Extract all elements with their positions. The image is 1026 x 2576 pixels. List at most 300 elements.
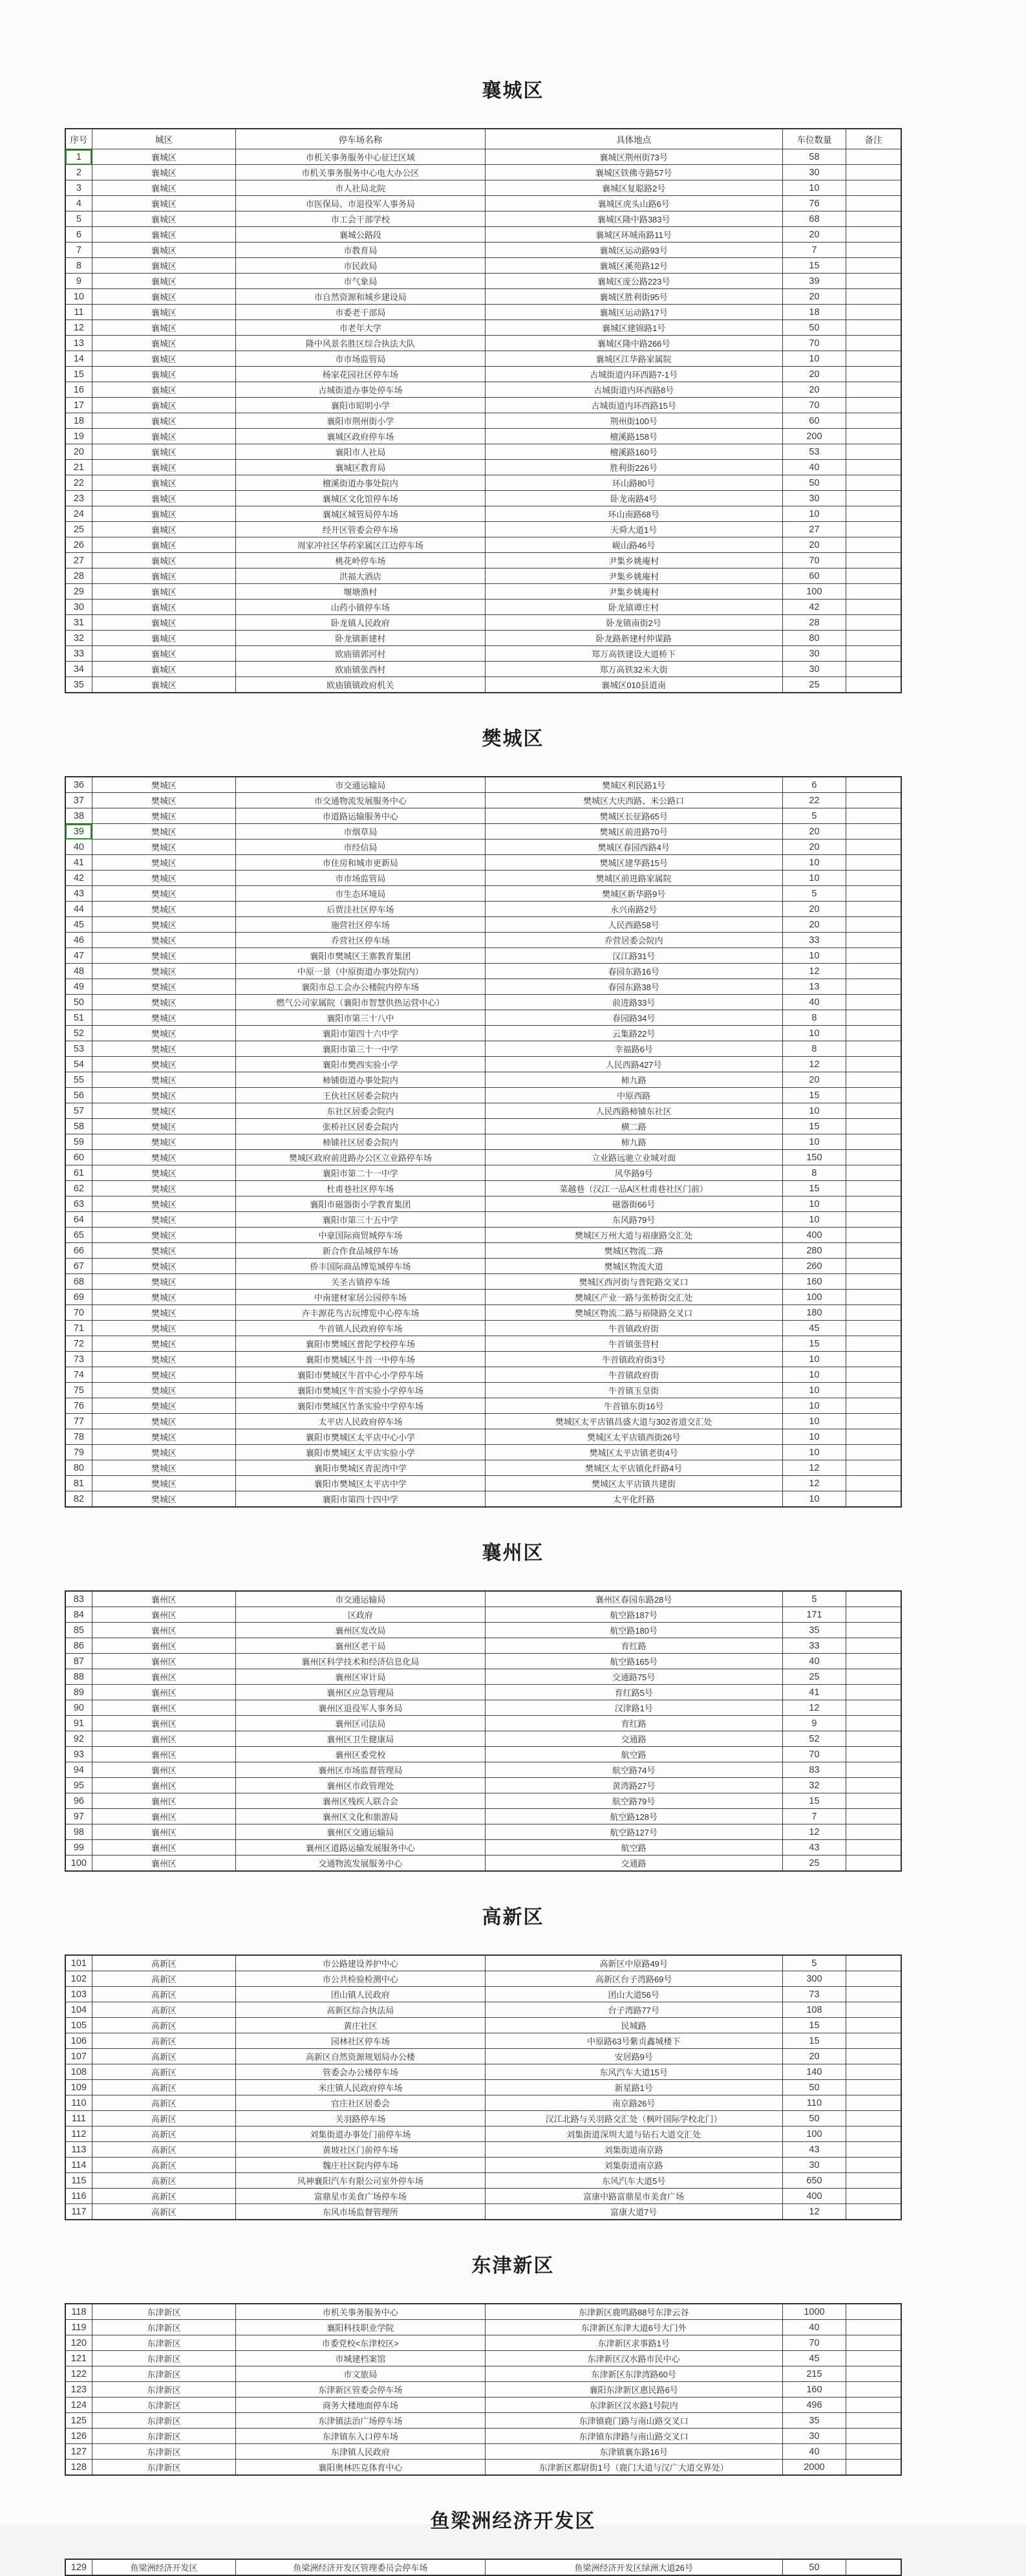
address-cell: 襄城区环城南路11号 [485,227,782,243]
table-row [65,824,901,839]
name-cell: 黄庄社区 [236,2018,485,2033]
capacity-cell: 140 [782,2064,846,2080]
name-cell: 襄阳市樊城区牛首中心小学停车场 [236,1367,485,1383]
name-cell: 襄阳市第三十八中 [236,1010,485,1026]
district-cell: 襄州区 [92,1809,235,1824]
address-cell: 襄城区江华路家属院 [485,351,782,367]
district-cell: 樊城区 [92,1383,235,1398]
name-cell: 市交通运输局 [236,1591,485,1607]
serial-cell: 30 [65,600,92,615]
table-row [65,1165,901,1181]
address-cell: 襄城区溪苑路12号 [485,258,782,274]
note-cell [846,1445,901,1460]
capacity-cell: 10 [782,948,846,964]
table-row [65,995,901,1010]
note-cell [846,1762,901,1778]
note-cell [846,615,901,631]
capacity-cell: 10 [782,1196,846,1212]
capacity-cell: 45 [782,1321,846,1336]
table-row [65,1824,901,1840]
table-row [65,2158,901,2173]
serial-cell: 25 [65,522,92,537]
address-cell: 民城路 [485,2018,782,2033]
address-cell: 襄城区隆中路383号 [485,211,782,227]
table-row [65,615,901,631]
name-cell: 市经信局 [236,839,485,855]
capacity-cell: 100 [782,2127,846,2142]
district-cell: 襄州区 [92,1731,235,1747]
serial-cell: 81 [65,1476,92,1491]
table-row [65,2064,901,2080]
name-cell: 襄阳市人社局 [236,444,485,460]
address-cell: 襄城区铁佛寺路57号 [485,165,782,180]
capacity-cell: 40 [782,2444,846,2460]
capacity-cell: 10 [782,855,846,871]
table-row [65,2413,901,2429]
name-cell: 市文旅局 [236,2366,485,2382]
address-cell: 高新区中原路49号 [485,1955,782,1971]
capacity-cell: 160 [782,1274,846,1290]
address-cell: 天舜大道1号 [485,522,782,537]
capacity-cell: 1000 [782,2304,846,2320]
note-cell [846,2559,901,2575]
district-cell: 樊城区 [92,948,235,964]
table-row [65,1476,901,1491]
table-row [65,2460,901,2476]
note-cell [846,1716,901,1731]
note-cell [846,2382,901,2397]
name-cell: 卧龙镇人民政府 [236,615,485,631]
name-cell: 市公共检验检测中心 [236,1971,485,1987]
address-cell: 卧龙镇南街2号 [485,615,782,631]
serial-cell: 61 [65,1165,92,1181]
address-cell: 牛首镇政府街3号 [485,1352,782,1367]
address-cell: 襄州区春园东路28号 [485,1591,782,1607]
table-row [65,1856,901,1872]
capacity-cell: 10 [782,1429,846,1445]
note-cell [846,646,901,662]
name-cell: 市机关事务服务中心征迁区域 [236,149,485,165]
district-cell: 襄城区 [92,475,235,491]
district-cell: 高新区 [92,2064,235,2080]
note-cell [846,258,901,274]
serial-cell: 13 [65,336,92,351]
address-cell: 襄城区复聪路2号 [485,180,782,196]
note-cell [846,1336,901,1352]
capacity-cell: 10 [782,180,846,196]
address-cell: 樊城区万州大道与裕康路交汇处 [485,1228,782,1243]
capacity-cell: 70 [782,336,846,351]
capacity-cell: 650 [782,2173,846,2189]
capacity-cell: 5 [782,1955,846,1971]
table-row [65,2127,901,2142]
serial-cell: 108 [65,2064,92,2080]
address-cell: 檀溪路160号 [485,444,782,460]
district-cell: 襄州区 [92,1747,235,1762]
table-row [65,1716,901,1731]
note-cell [846,995,901,1010]
serial-cell: 76 [65,1398,92,1414]
capacity-cell: 20 [782,367,846,382]
district-cell: 高新区 [92,2158,235,2173]
note-cell [846,1072,901,1088]
capacity-cell: 108 [782,2002,846,2018]
note-cell [846,1010,901,1026]
capacity-cell: 70 [782,1747,846,1762]
capacity-cell: 15 [782,1119,846,1134]
note-cell [846,1460,901,1476]
capacity-cell: 15 [782,2018,846,2033]
note-cell [846,2049,901,2064]
capacity-cell: 20 [782,289,846,305]
capacity-cell: 12 [782,1057,846,1072]
name-cell: 襄州区市政管理处 [236,1778,485,1793]
note-cell [846,1429,901,1445]
district-cell: 襄城区 [92,367,235,382]
name-cell: 东津镇法治广场停车场 [236,2413,485,2429]
serial-cell: 35 [65,677,92,693]
name-cell: 东津新区管委会停车场 [236,2382,485,2397]
capacity-cell: 70 [782,398,846,413]
table-row [65,1383,901,1398]
capacity-cell: 30 [782,662,846,677]
name-cell: 襄阳市樊城区青泥湾中学 [236,1460,485,1476]
table-row [65,1700,901,1716]
capacity-cell: 53 [782,444,846,460]
note-cell [846,1971,901,1987]
serial-cell: 104 [65,2002,92,2018]
district-cell: 襄城区 [92,351,235,367]
capacity-cell: 10 [782,1352,846,1367]
address-cell: 樊城区新华路9号 [485,886,782,902]
parking-table [65,1954,902,2220]
parking-table [65,2303,902,2476]
district-cell: 襄州区 [92,1840,235,1856]
district-cell: 襄州区 [92,1700,235,1716]
note-cell [846,1321,901,1336]
address-cell: 交通路 [485,1731,782,1747]
name-cell: 樊城区政府前进路办公区立业路停车场 [236,1150,485,1165]
table-row [65,180,901,196]
capacity-cell: 68 [782,211,846,227]
address-cell: 樊城区太平店镇共建街 [485,1476,782,1491]
serial-cell: 88 [65,1669,92,1685]
note-cell [846,1623,901,1638]
capacity-cell: 80 [782,631,846,646]
district-cell: 高新区 [92,1955,235,1971]
table-row [65,1793,901,1809]
note-cell [846,2320,901,2335]
address-cell: 襄城区虎头山路6号 [485,196,782,211]
address-cell: 航空路128号 [485,1809,782,1824]
serial-cell: 26 [65,537,92,553]
address-cell: 樊城区物流二路 [485,1243,782,1259]
name-cell: 市烟草局 [236,824,485,839]
serial-cell: 99 [65,1840,92,1856]
column-header: 城区 [92,129,235,149]
district-cell: 高新区 [92,2204,235,2220]
note-cell [846,855,901,871]
name-cell: 张桥社区居委会院内 [236,1119,485,1134]
serial-cell: 123 [65,2382,92,2397]
table-row [65,1398,901,1414]
capacity-cell: 400 [782,2189,846,2204]
district-cell: 樊城区 [92,1352,235,1367]
address-cell: 牛首镇张营村 [485,1336,782,1352]
district-cell: 樊城区 [92,1336,235,1352]
capacity-cell: 20 [782,2049,846,2064]
name-cell: 王伙社区居委会院内 [236,1088,485,1103]
table-row [65,2033,901,2049]
name-cell: 襄阳市樊城区太平店实验小学 [236,1445,485,1460]
district-cell: 樊城区 [92,1414,235,1429]
district-cell: 樊城区 [92,917,235,933]
capacity-cell: 50 [782,320,846,336]
table-row [65,475,901,491]
name-cell: 襄城公路段 [236,227,485,243]
capacity-cell: 10 [782,1491,846,1508]
capacity-cell: 40 [782,2320,846,2335]
capacity-cell: 15 [782,1088,846,1103]
name-cell: 市民政局 [236,258,485,274]
capacity-cell: 300 [782,1971,846,1987]
district-cell: 高新区 [92,2049,235,2064]
name-cell: 中豪国际商贸城停车场 [236,1228,485,1243]
table-row [65,1971,901,1987]
note-cell [846,1367,901,1383]
district-cell: 襄城区 [92,211,235,227]
note-cell [846,777,901,793]
serial-cell: 124 [65,2397,92,2413]
table-row [65,553,901,568]
serial-cell: 100 [65,1856,92,1872]
district-cell: 襄州区 [92,1623,235,1638]
serial-cell: 56 [65,1088,92,1103]
note-cell [846,568,901,584]
capacity-cell: 260 [782,1259,846,1274]
address-cell: 横二路 [485,1119,782,1134]
capacity-cell: 33 [782,933,846,948]
table-row [65,808,901,824]
address-cell: 东风路79号 [485,1212,782,1228]
capacity-cell: 30 [782,2429,846,2444]
district-cell: 襄城区 [92,227,235,243]
serial-cell: 34 [65,662,92,677]
name-cell: 襄阳市樊城区竹条实验中学停车场 [236,1398,485,1414]
serial-cell: 93 [65,1747,92,1762]
name-cell: 柿铺社区居委会院内 [236,1134,485,1150]
district-cell: 襄城区 [92,662,235,677]
table-row [65,677,901,693]
address-cell: 樊城区太平店镇化纤路4号 [485,1460,782,1476]
note-cell [846,1259,901,1274]
address-cell: 育红路5号 [485,1685,782,1700]
note-cell [846,2204,901,2220]
name-cell: 洪福大酒店 [236,568,485,584]
table-row [65,211,901,227]
table-row [65,506,901,522]
name-cell: 乔营社区停车场 [236,933,485,948]
address-cell: 航空路 [485,1747,782,1762]
address-cell: 安居路9号 [485,2049,782,2064]
address-cell: 新星路1号 [485,2080,782,2095]
name-cell: 市公路建设养护中心 [236,1955,485,1971]
table-row [65,2049,901,2064]
district-cell: 襄城区 [92,600,235,615]
section-title: 襄州区 [482,1542,544,1564]
name-cell: 襄州区交通运输局 [236,1824,485,1840]
capacity-cell: 20 [782,537,846,553]
name-cell: 桃花岭停车场 [236,553,485,568]
address-cell: 育红路 [485,1638,782,1654]
serial-cell: 8 [65,258,92,274]
address-cell: 永兴南路2号 [485,902,782,917]
address-cell: 风华路9号 [485,1165,782,1181]
note-cell [846,2351,901,2366]
district-cell: 樊城区 [92,1460,235,1476]
district-cell: 襄城区 [92,506,235,522]
capacity-cell: 150 [782,1150,846,1165]
district-cell: 东津新区 [92,2351,235,2366]
address-cell: 中原路63号紫贞鑫城楼下 [485,2033,782,2049]
district-cell: 襄城区 [92,398,235,413]
address-cell: 磁器街66号 [485,1196,782,1212]
name-cell: 襄阳市第二十一中学 [236,1165,485,1181]
address-cell: 樊城区太平店镇昌盛大道与302省道交汇处 [485,1414,782,1429]
address-cell: 胜利街226号 [485,460,782,475]
address-cell: 东津新区汉水路1号院内 [485,2397,782,2413]
note-cell [846,165,901,180]
name-cell: 官庄社区居委会 [236,2095,485,2111]
table-row [65,2304,901,2320]
name-cell: 经开区管委会停车场 [236,522,485,537]
capacity-cell: 22 [782,793,846,808]
table-row [65,2111,901,2127]
capacity-cell: 280 [782,1243,846,1259]
serial-cell: 49 [65,979,92,995]
address-cell: 南京路26号 [485,2095,782,2111]
table-row [65,1987,901,2002]
district-cell: 樊城区 [92,1274,235,1290]
name-cell: 黄坡社区门前停车场 [236,2142,485,2158]
table-row [65,2204,901,2220]
note-cell [846,211,901,227]
address-cell: 襄城区运动路93号 [485,243,782,258]
serial-cell: 77 [65,1414,92,1429]
address-cell: 刘集街道南京路 [485,2158,782,2173]
table-row [65,2189,901,2204]
serial-cell: 50 [65,995,92,1010]
address-cell: 中原西路 [485,1088,782,1103]
serial-cell: 20 [65,444,92,460]
district-cell: 襄城区 [92,289,235,305]
table-row [65,948,901,964]
name-cell: 市市场监管局 [236,351,485,367]
table-row [65,2335,901,2351]
serial-cell: 63 [65,1196,92,1212]
name-cell: 襄阳市荆州街小学 [236,413,485,429]
table-row [65,1460,901,1476]
address-cell: 交通路 [485,1856,782,1872]
name-cell: 襄州区残疾人联合会 [236,1793,485,1809]
note-cell [846,1274,901,1290]
serial-cell: 120 [65,2335,92,2351]
table-row [65,1367,901,1383]
note-cell [846,1290,901,1305]
district-cell: 樊城区 [92,933,235,948]
district-cell: 襄城区 [92,631,235,646]
table-row [65,2095,901,2111]
table-row [65,793,901,808]
capacity-cell: 110 [782,2095,846,2111]
name-cell: 市生态环境局 [236,886,485,902]
name-cell: 园林社区停车场 [236,2033,485,2049]
column-header: 车位数量 [782,129,846,149]
district-cell: 东津新区 [92,2320,235,2335]
capacity-cell: 35 [782,2413,846,2429]
table-row [65,917,901,933]
name-cell: 襄阳市第三十一中学 [236,1041,485,1057]
table-row [65,227,901,243]
capacity-cell: 180 [782,1305,846,1321]
table-row [65,1196,901,1212]
district-cell: 襄城区 [92,553,235,568]
district-cell: 襄城区 [92,522,235,537]
table-row [65,1955,901,1971]
table-row [65,243,901,258]
note-cell [846,1165,901,1181]
serial-cell: 91 [65,1716,92,1731]
note-cell [846,839,901,855]
serial-cell: 19 [65,429,92,444]
note-cell [846,1955,901,1971]
section-title: 樊城区 [482,728,544,750]
note-cell [846,677,901,693]
address-cell: 樊城区前进路家属院 [485,871,782,886]
serial-cell: 73 [65,1352,92,1367]
table-row [65,1654,901,1669]
serial-cell: 22 [65,475,92,491]
name-cell: 欧庙镇郭河村 [236,646,485,662]
district-cell: 襄州区 [92,1762,235,1778]
note-cell [846,2111,901,2127]
serial-cell: 28 [65,568,92,584]
serial-cell: 84 [65,1607,92,1623]
address-cell: 荆州街100号 [485,413,782,429]
name-cell: 施营社区停车场 [236,917,485,933]
address-cell: 航空路 [485,1840,782,1856]
address-cell: 樊城区建华路15号 [485,855,782,871]
serial-cell: 16 [65,382,92,398]
capacity-cell: 5 [782,1591,846,1607]
district-cell: 樊城区 [92,1429,235,1445]
selected-serial-cell: 1 [65,149,92,165]
address-cell: 樊城区太平店镇西街26号 [485,1429,782,1445]
name-cell: 襄阳市第三十五中学 [236,1212,485,1228]
capacity-cell: 28 [782,615,846,631]
address-cell: 人民西路柿铺东社区 [485,1103,782,1119]
address-cell: 航空路79号 [485,1793,782,1809]
note-cell [846,289,901,305]
table-row [65,839,901,855]
table-row [65,2173,901,2189]
note-cell [846,2080,901,2095]
note-cell [846,631,901,646]
name-cell: 区政府 [236,1607,485,1623]
district-cell: 樊城区 [92,808,235,824]
serial-cell: 114 [65,2158,92,2173]
name-cell: 襄州区审计局 [236,1669,485,1685]
